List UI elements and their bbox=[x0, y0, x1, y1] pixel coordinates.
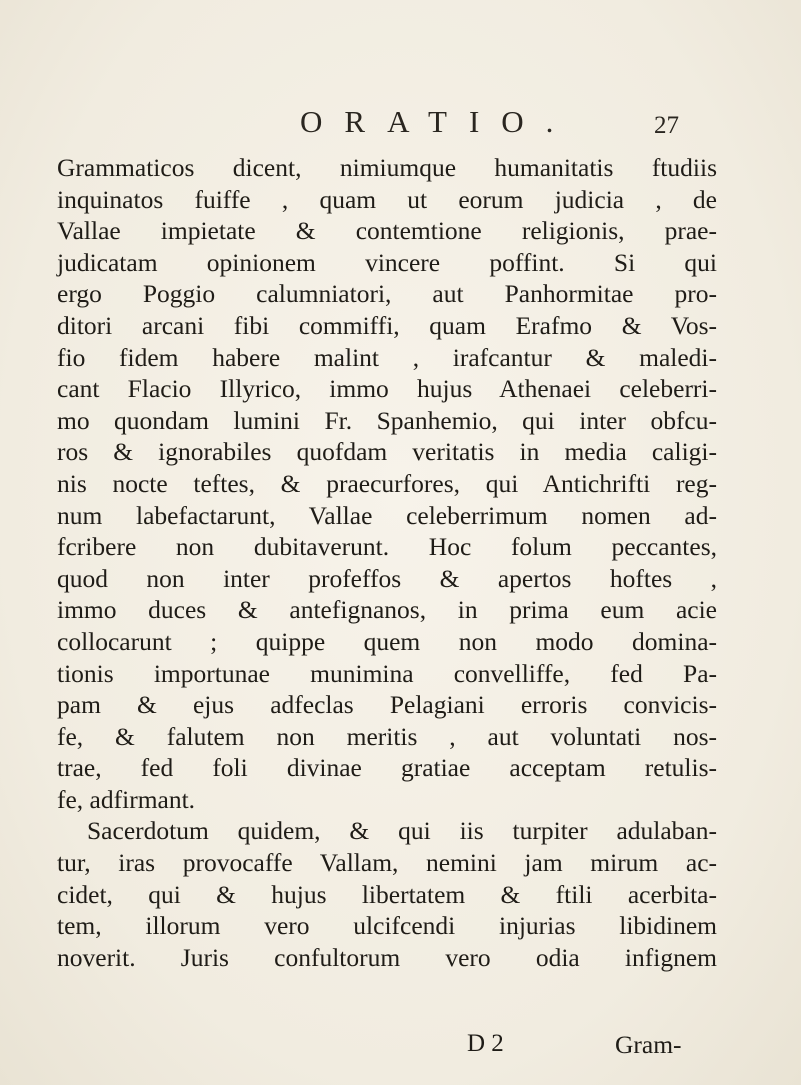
text-line: fe, & falutem non meritis , aut voluntati nos- bbox=[57, 721, 717, 751]
page-number: 27 bbox=[654, 112, 679, 139]
text-line: fe, adfirmant. bbox=[57, 784, 196, 814]
catchword: Gram- bbox=[615, 1030, 682, 1059]
text-line: mo quondam lumini Fr. Spanhemio, qui inter obfcu- bbox=[57, 405, 717, 435]
text-line: cant Flacio Illyrico, immo hujus Athenaei celeberri- bbox=[57, 374, 717, 404]
text-line: fcribere non dubitaverunt. Hoc folum peccantes, bbox=[57, 532, 717, 562]
text-line: ros & ignorabiles quofdam veritatis in media caligi- bbox=[57, 437, 717, 467]
text-line: ergo Poggio calumniatori, aut Panhormitae pro- bbox=[57, 279, 717, 309]
text-line: tionis importunae munimina convelliffe, fed Pa- bbox=[57, 658, 717, 688]
text-line: tur, iras provocaffe Vallam, nemini jam mirum ac- bbox=[57, 848, 717, 878]
text-line: noverit. Juris confultorum vero odia infignem bbox=[57, 942, 717, 972]
text-line: trae, fed foli divinae gratiae acceptam retulis- bbox=[57, 753, 717, 783]
signature-mark: D 2 bbox=[467, 1030, 504, 1057]
page-footer bbox=[0, 1030, 801, 1064]
text-line: inquinatos fuiffe , quam ut eorum judicia , de bbox=[57, 184, 717, 214]
text-line: immo duces & antefignanos, in prima eum acie bbox=[57, 595, 717, 625]
text-line: cidet, qui & hujus libertatem & ftili acerbita- bbox=[57, 879, 717, 909]
text-line: collocarunt ; quippe quem non modo domina- bbox=[57, 626, 717, 656]
text-line: quod non inter profeffos & apertos hoftes , bbox=[57, 563, 717, 593]
text-line: num labefactarunt, Vallae celeberrimum nomen ad- bbox=[57, 500, 717, 530]
running-title: ORATIO. bbox=[300, 104, 576, 139]
text-line: Grammaticos dicent, nimiumque humanitatis ftudiis bbox=[57, 153, 717, 182]
text-line: ditori arcani fibi commiffi, quam Erafmo & Vos- bbox=[57, 310, 717, 340]
text-line: judicatam opinionem vincere poffint. Si qui bbox=[57, 247, 717, 277]
text-line: nis nocte teftes, & praecurfores, qui Antichrifti reg- bbox=[57, 468, 717, 498]
body-text bbox=[57, 152, 717, 973]
text-line: Sacerdotum quidem, & qui iis turpiter adulaban- bbox=[87, 816, 717, 846]
text-line: Vallae impietate & contemtione religionis, prae- bbox=[57, 216, 717, 246]
text-line: pam & ejus adfeclas Pelagiani erroris convicis- bbox=[57, 690, 717, 720]
text-line: tem, illorum vero ulcifcendi injurias libidinem bbox=[57, 911, 717, 941]
text-line: fio fidem habere malint , irafcantur & maledi- bbox=[57, 342, 717, 372]
running-head bbox=[0, 104, 801, 144]
